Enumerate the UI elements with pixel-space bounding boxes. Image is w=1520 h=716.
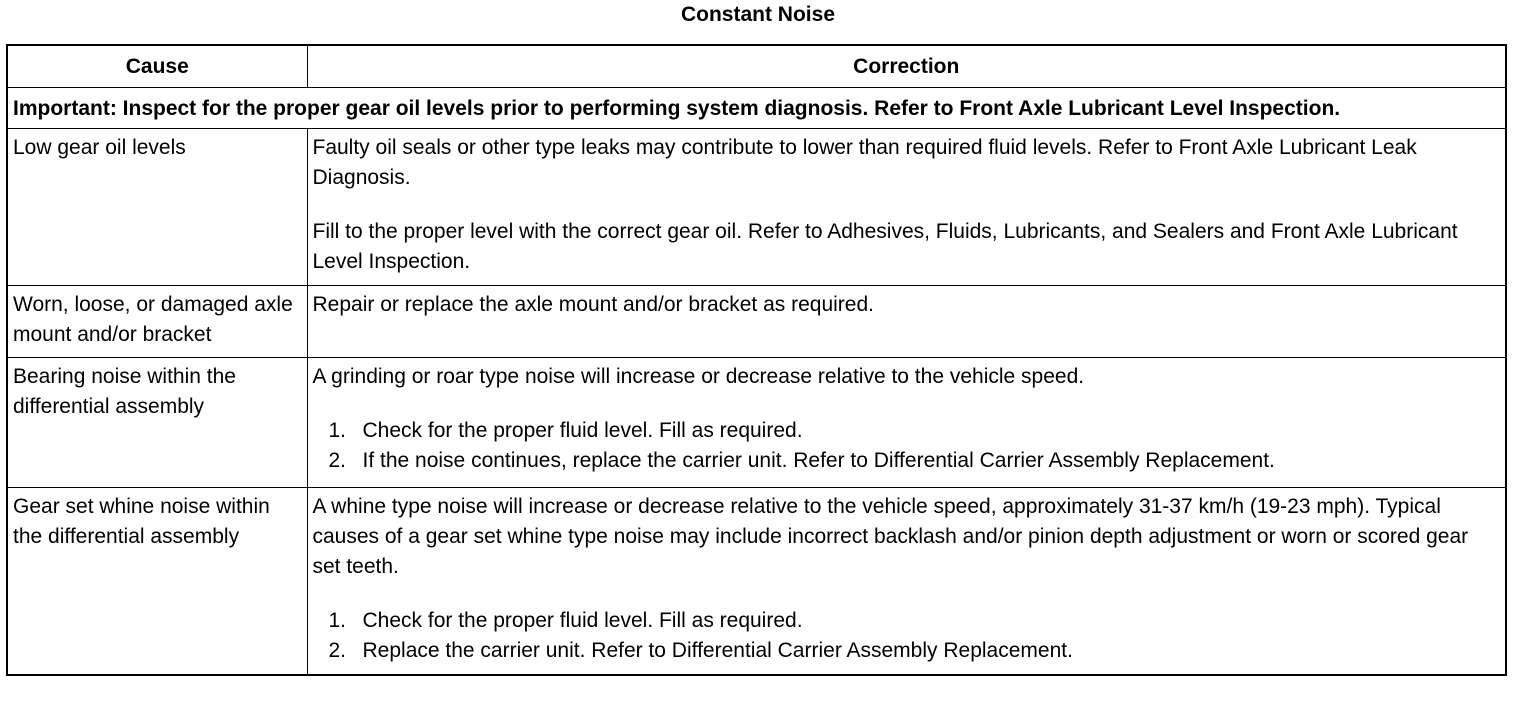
correction-paragraph: Repair or replace the axle mount and/or bracket as required. [312, 292, 874, 316]
step-item [313, 636, 1501, 666]
step-number: 2. [328, 448, 347, 472]
correction-paragraph: A whine type noise will increase or decrease relative to the vehicle speed, approximately 31-37 km/h (19-23 mph). Typical causes of a gear set whine type noise may include incorrect backlash and/or pinion depth adjustment or worn or scored gear set teeth. [312, 494, 1469, 578]
table-row [7, 357, 1506, 487]
steps-list [313, 416, 1501, 476]
correction-paragraph: Faulty oil seals or other type leaks may contribute to lower than required fluid levels. Refer to Front Axle Lubricant Leak Diagnosis. [312, 135, 1417, 189]
correction-paragraph: A grinding or roar type noise will increase or decrease relative to the vehicle speed. [312, 364, 1085, 388]
important-note-row [7, 87, 1506, 128]
diagnostic-table [6, 44, 1507, 676]
step-number: 1. [328, 608, 347, 632]
step-text: Check for the proper fluid level. Fill as required. [362, 608, 803, 632]
step-item [313, 446, 1501, 476]
table-row [7, 285, 1506, 357]
correction-cell [307, 285, 1506, 357]
step-text: Check for the proper fluid level. Fill as required. [362, 418, 803, 442]
cause-column-header: Cause [7, 45, 307, 87]
step-item [313, 416, 1501, 446]
page-title: Constant Noise [680, 3, 835, 26]
correction-cell [307, 128, 1506, 285]
cause-cell: Gear set whine noise within the differential assembly [7, 487, 307, 675]
table-row [7, 128, 1506, 285]
correction-cell [307, 487, 1506, 675]
correction-paragraph: Fill to the proper level with the correct gear oil. Refer to Adhesives, Fluids, Lubricants, and Sealers and Front Axle Lubricant Level Inspection. [312, 219, 1458, 273]
important-note: Important: Inspect for the proper gear oil levels prior to performing system diagnosis. Refer to Front Axle Lubricant Level Inspection. [7, 87, 1506, 128]
correction-cell [307, 357, 1506, 487]
table-row [7, 487, 1506, 675]
step-text: Replace the carrier unit. Refer to Differential Carrier Assembly Replacement. [362, 638, 1073, 662]
step-number: 1. [328, 418, 347, 442]
table-header-row [7, 45, 1506, 87]
step-text: If the noise continues, replace the carrier unit. Refer to Differential Carrier Assembly Replacement. [362, 448, 1275, 472]
step-item [313, 606, 1501, 636]
correction-column-header: Correction [307, 45, 1506, 87]
cause-cell: Low gear oil levels [7, 128, 307, 285]
steps-list [313, 606, 1501, 666]
step-number: 2. [328, 638, 347, 662]
cause-cell: Bearing noise within the differential assembly [7, 357, 307, 487]
cause-cell: Worn, loose, or damaged axle mount and/or bracket [7, 285, 307, 357]
